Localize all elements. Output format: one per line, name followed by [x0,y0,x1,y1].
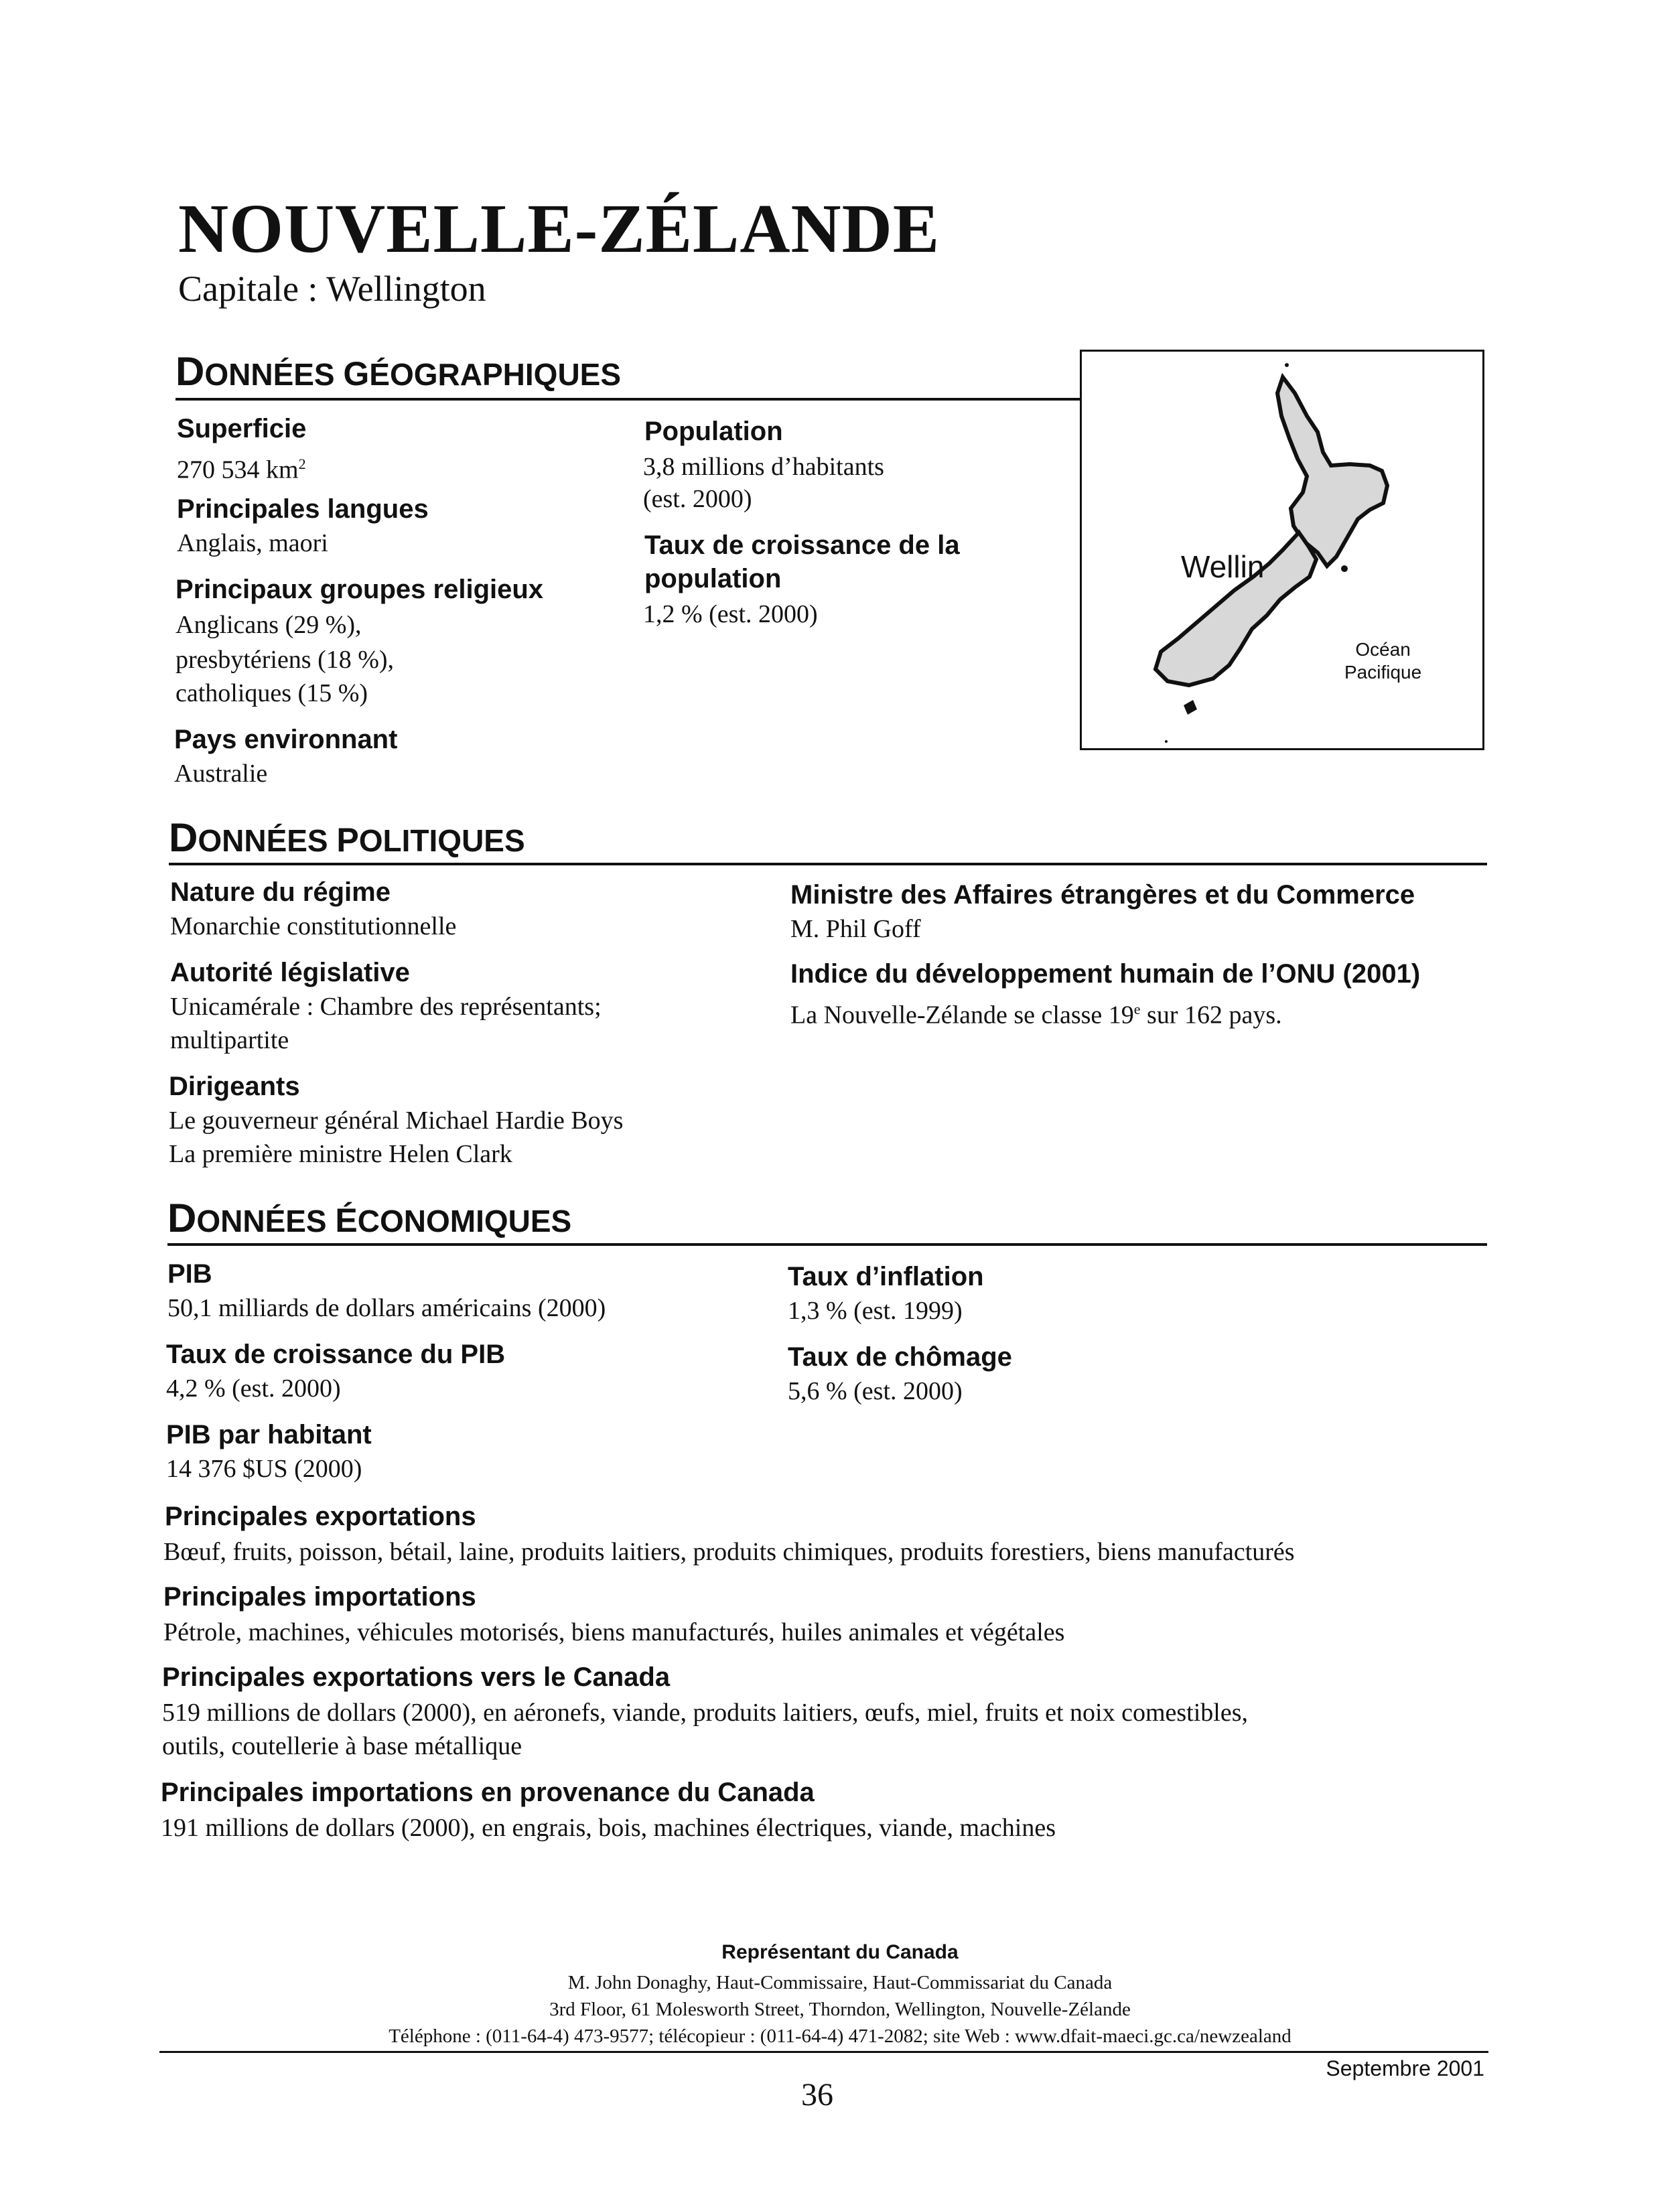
ministre-label: Ministre des Affaires étrangères et du Commerce [790,880,1415,910]
pib-habitant-value: 14 376 $US (2000) [166,1455,362,1483]
map-label-wellington: Wellin [1181,549,1265,584]
heading-part: ONNÉES [204,357,344,392]
section-heading-political [169,814,525,861]
map-label-ocean-2: Pacifique [1344,662,1422,683]
footer-line-3: Téléphone : (011-64-4) 473-9577; télécopieur : (011-64-4) 471-2082; site Web : www.dfait-maeci.gc.ca/newzealand [389,2025,1291,2047]
regime-value: Monarchie constitutionnelle [170,912,457,940]
legislative-value-2: multipartite [170,1026,289,1054]
imports-canada-label: Principales importations en provenance du Canada [161,1778,815,1807]
croissance-pop-value: 1,2 % (est. 2000) [643,600,818,628]
footer-heading: Représentant du Canada [721,1941,959,1963]
langues-value: Anglais, maori [177,529,328,557]
footer-rule [159,2051,1488,2053]
footer-line-1: M. John Donaghy, Haut-Commissaire, Haut-Commissariat du Canada [567,1972,1113,1993]
wellington-marker [1341,565,1348,572]
croissance-pop-label-2: population [644,564,782,593]
section-rule [169,863,1487,865]
heading-initial: P [336,821,359,859]
legislative-value-1: Unicamérale : Chambre des représentants; [170,993,602,1021]
idh-value: La Nouvelle-Zélande se classe 19e sur 162 pays. [790,1001,1282,1029]
pib-value: 50,1 milliards de dollars américains (2000) [167,1294,606,1322]
new-zealand-map [1080,350,1484,750]
heading-initial: D [167,1196,197,1240]
religion-value-3: catholiques (15 %) [176,679,368,707]
section-heading-geographic [176,348,621,395]
croissance-pib-value: 4,2 % (est. 2000) [166,1374,341,1403]
superficie-value: 270 534 $km^2$ [177,455,306,484]
chomage-value: 5,6 % (est. 2000) [788,1377,963,1405]
section-rule [167,1243,1487,1246]
heading-initial: É [335,1202,358,1239]
map-label-ocean-1: Océan [1355,639,1411,660]
religion-label: Principaux groupes religieux [176,575,544,604]
footer-date: Septembre 2001 [1326,2056,1484,2080]
capital-subtitle: Capitale : Wellington [178,269,486,309]
pays-value: Australie [174,760,268,788]
population-label: Population [644,417,783,446]
population-value-2: (est. 2000) [643,485,752,513]
religion-value-1: Anglicans (29 %), [176,611,362,639]
croissance-pop-label-1: Taux de croissance de la [644,530,960,560]
chomage-label: Taux de chômage [788,1342,1012,1372]
pib-label: PIB [167,1259,212,1289]
exports-value: Bœuf, fruits, poisson, bétail, laine, produits laitiers, produits chimiques, produits forestiers, biens manufacturés [163,1538,1295,1566]
legislative-label: Autorité législative [170,958,410,987]
pays-label: Pays environnant [174,725,398,754]
heading-part: ONNÉES [198,823,337,858]
regime-label: Nature du régime [170,877,391,907]
new-zealand-map-icon [1082,352,1484,750]
section-heading-economic [167,1195,571,1241]
idh-label: Indice du développement humain de l’ONU (2001) [790,959,1421,989]
superficie-label: Superficie [177,414,307,443]
population-value-1: 3,8 millions d’habitants [643,453,884,481]
heading-initial: G [343,355,370,393]
exports-canada-value-2: outils, coutellerie à base métallique [162,1732,522,1760]
heading-initial: D [169,815,198,860]
map-speck [1285,363,1289,367]
section-rule [176,398,1081,401]
dirigeants-value-2: La première ministre Helen Clark [169,1140,512,1168]
religion-value-2: presbytériens (18 %), [176,646,395,674]
heading-initial: D [176,349,205,394]
dirigeants-label: Dirigeants [169,1072,300,1101]
pib-habitant-label: PIB par habitant [166,1420,372,1449]
dirigeants-value-1: Le gouverneur général Michael Hardie Boys [169,1107,624,1135]
map-label-ocean [1344,638,1421,684]
exports-canada-label: Principales exportations vers le Canada [162,1662,671,1692]
imports-canada-value: 191 millions de dollars (2000), en engrais, bois, machines électriques, viande, machines [161,1814,1056,1842]
page-title: NOUVELLE-ZÉLANDE [178,190,940,267]
langues-label: Principales langues [177,494,429,524]
heading-part: ONNÉES [196,1204,336,1238]
imports-value: Pétrole, machines, véhicules motorisés, biens manufacturés, huiles animales et végétales [163,1618,1065,1646]
heading-part: ÉOGRAPHIQUES [369,357,622,392]
stewart-island [1184,700,1197,715]
exports-label: Principales exportations [165,1502,476,1531]
imports-label: Principales importations [163,1582,476,1612]
croissance-pib-label: Taux de croissance du PIB [166,1340,506,1369]
page-number: 36 [801,2077,833,2113]
heading-part: CONOMIQUES [357,1204,572,1238]
footer-line-2: 3rd Floor, 61 Molesworth Street, Thorndon, Wellington, Nouvelle-Zélande [549,1999,1131,2020]
map-speck [1165,740,1168,743]
ministre-value: M. Phil Goff [790,915,921,943]
inflation-value: 1,3 % (est. 1999) [788,1297,963,1325]
heading-part: OLITIQUES [358,823,525,858]
inflation-label: Taux d’inflation [788,1262,984,1291]
exports-canada-value-1: 519 millions de dollars (2000), en aéronefs, viande, produits laitiers, œufs, miel, fruits et noix comestibles, [162,1699,1249,1727]
